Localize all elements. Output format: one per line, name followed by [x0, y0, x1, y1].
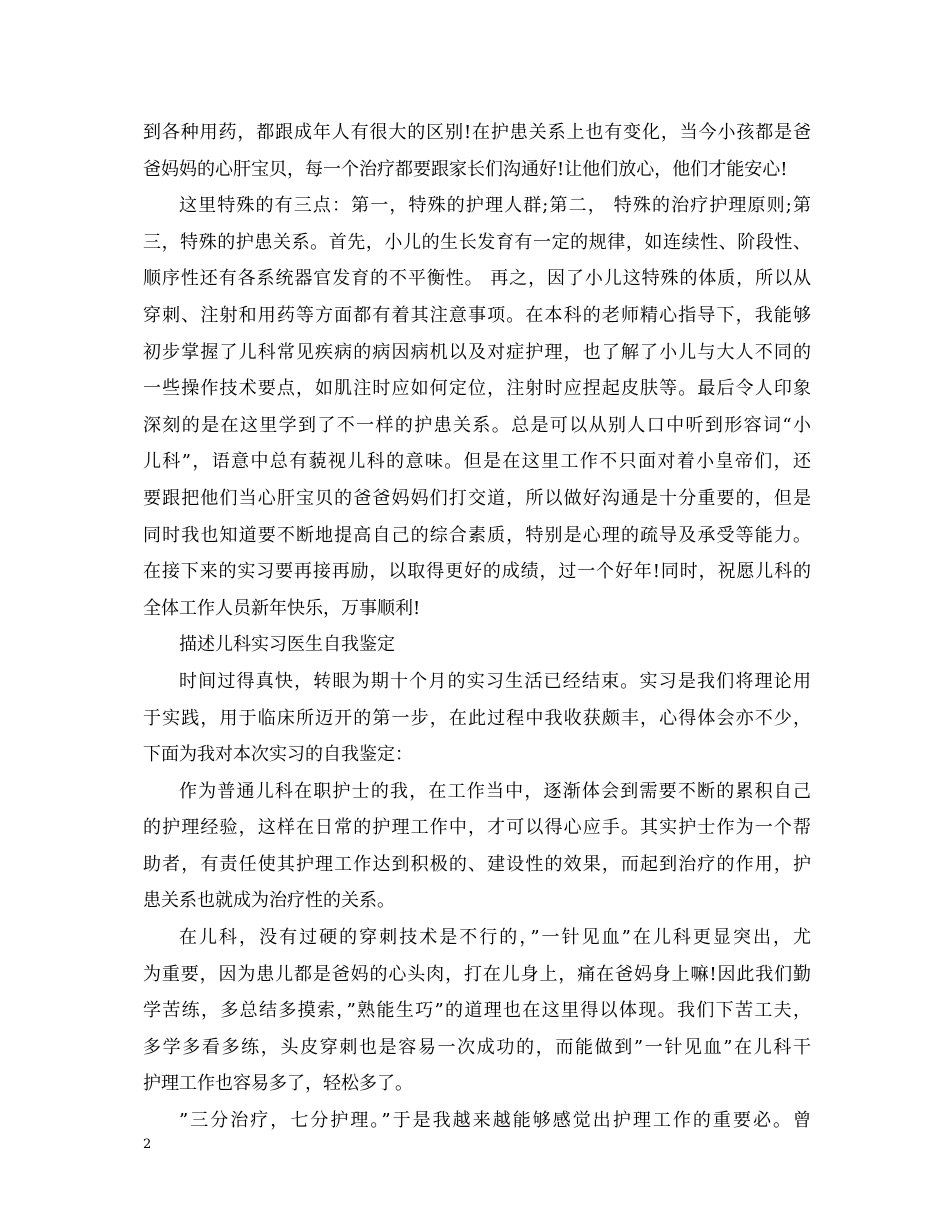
text-line: 在接下来的实习要再接再励，以取得更好的成绩，过一个好年!同时，祝愿儿科的 — [143, 561, 811, 583]
text-line: 初步掌握了儿科常见疾病的病因病机以及对症护理，也了解了小儿与大人不同的 — [143, 341, 811, 363]
page-number: 2 — [143, 1137, 152, 1152]
text-line: 爸妈妈的心肝宝贝，每一个治疗都要跟家长们沟通好!让他们放心，他们才能安心! — [143, 158, 788, 180]
text-line: 在儿科，没有过硬的穿刺技术是不行的，”一针见血”在儿科更显突出，尤 — [179, 927, 811, 949]
section-heading: 描述儿科实习医生自我鉴定 — [179, 634, 395, 656]
text-line: 下面为我对本次实习的自我鉴定： — [143, 744, 413, 766]
text-line: 助者，有责任使其护理工作达到积极的、建设性的效果，而起到治疗的作用，护 — [143, 853, 811, 875]
text-line: 为重要，因为患儿都是爸妈的心头肉，打在儿身上，痛在爸妈身上嘛!因此我们勤 — [143, 963, 811, 985]
text-line: 的护理经验，这样在日常的护理工作中，才可以得心应手。其实护士作为一个帮 — [143, 817, 811, 839]
text-line: 三，特殊的护患关系。首先，小儿的生长发育有一定的规律，如连续性、阶段性、 — [143, 231, 811, 253]
text-line: 于实践，用于临床所迈开的第一步，在此过程中我收获颇丰，心得体会亦不少， — [143, 707, 811, 729]
text-line: 多学多看多练，头皮穿刺也是容易一次成功的，而能做到”一针见血”在儿科干 — [143, 1036, 811, 1058]
text-line: 一些操作技术要点，如肌注时应如何定位，注射时应捏起皮肤等。最后令人印象 — [143, 378, 811, 400]
document-body — [143, 115, 811, 1140]
text-line: 这里特殊的有三点：第一，特殊的护理人群;第二， 特殊的治疗护理原则;第 — [179, 195, 811, 217]
text-line: 护理工作也容易多了，轻松多了。 — [143, 1073, 413, 1095]
text-line: 患关系也就成为治疗性的关系。 — [143, 890, 395, 912]
text-line: 全体工作人员新年快乐，万事顺利! — [143, 597, 421, 619]
text-line: ”三分治疗，七分护理。”于是我越来越能够感觉出护理工作的重要必。曾 — [179, 1110, 811, 1132]
text-line: 学苦练，多总结多摸索，”熟能生巧”的道理也在这里得以体现。我们下苦工夫， — [143, 1000, 811, 1022]
text-line: 作为普通儿科在职护士的我，在工作当中，逐渐体会到需要不断的累积自己 — [179, 780, 811, 802]
text-line: 到各种用药，都跟成年人有很大的区别!在护患关系上也有变化，当今小孩都是爸 — [143, 122, 811, 143]
text-line: 儿科”，语意中总有藐视儿科的意味。但是在这里工作不只面对着小皇帝们，还 — [143, 451, 811, 473]
text-line: 穿刺、注射和用药等方面都有着其注意事项。在本科的老师精心指导下，我能够 — [143, 304, 811, 326]
text-line: 同时我也知道要不断地提高自己的综合素质，特别是心理的疏导及承受等能力。 — [143, 524, 811, 546]
text-line: 深刻的是在这里学到了不一样的护患关系。总是可以从别人口中听到形容词“小 — [143, 414, 811, 436]
text-line: 时间过得真快，转眼为期十个月的实习生活已经结束。实习是我们将理论用 — [179, 670, 811, 692]
text-line: 要跟把他们当心肝宝贝的爸爸妈妈们打交道，所以做好沟通是十分重要的，但是 — [143, 487, 811, 509]
text-line: 顺序性还有各系统器官发育的不平衡性。 再之，因了小儿这特殊的体质，所以从 — [143, 268, 811, 290]
